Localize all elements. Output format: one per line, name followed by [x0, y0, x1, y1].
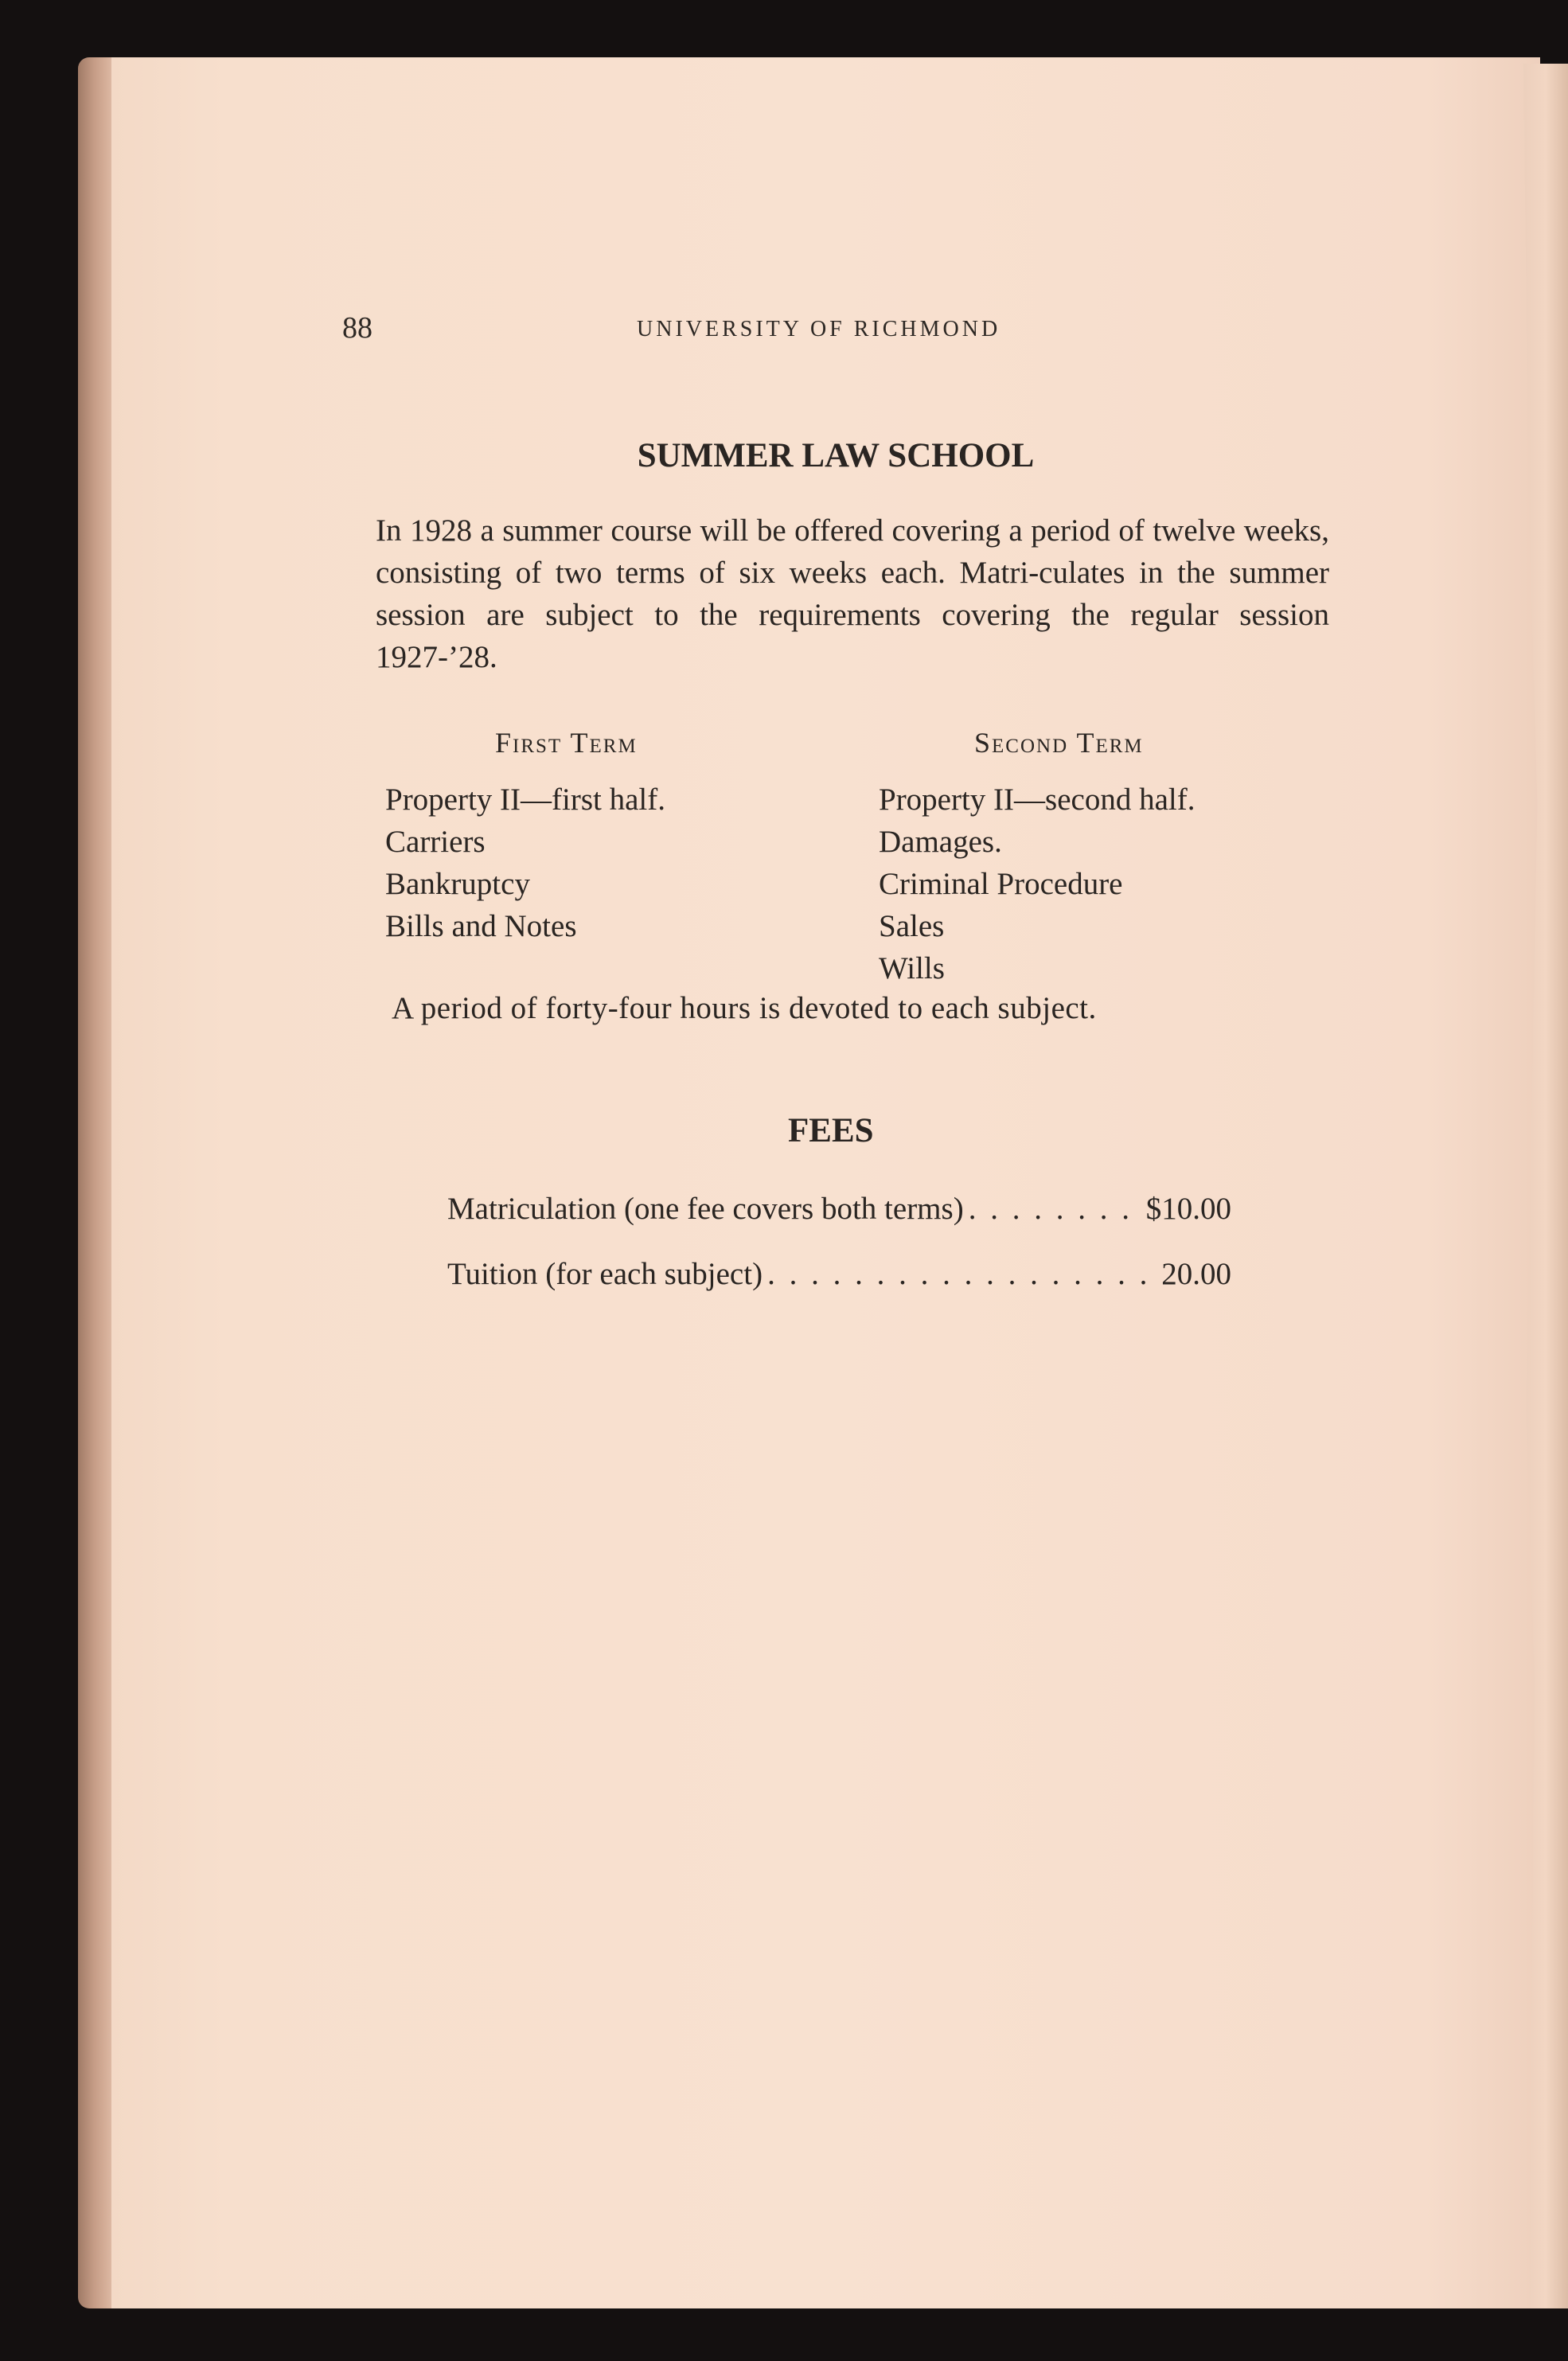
dot-leader — [969, 1191, 1141, 1227]
first-term-heading: First Term — [495, 727, 638, 759]
subject-item: Property II—second half. — [879, 782, 1196, 817]
dot-leader — [767, 1256, 1156, 1292]
section-title: SUMMER LAW SCHOOL — [637, 437, 1035, 474]
fee-amount: $10.00 — [1145, 1192, 1231, 1226]
subject-item: Criminal Procedure — [879, 867, 1123, 901]
fee-row — [447, 1191, 1231, 1227]
subject-item: Sales — [879, 909, 945, 943]
subject-item: Damages. — [879, 825, 1002, 859]
subject-item: Wills — [879, 951, 945, 985]
running-head — [0, 310, 1568, 350]
first-term-subjects — [385, 779, 665, 947]
fee-amount: 20.00 — [1161, 1257, 1231, 1291]
fee-label: Matriculation (one fee covers both terms) — [447, 1192, 964, 1226]
subject-item: Bankruptcy — [385, 867, 530, 901]
second-term-subjects — [879, 779, 1195, 989]
subject-item: Bills and Notes — [385, 909, 577, 943]
fee-row — [447, 1256, 1231, 1292]
subject-item: Property II—first half. — [385, 782, 665, 817]
fee-label: Tuition (for each subject) — [447, 1257, 763, 1291]
page-number: 88 — [342, 311, 372, 345]
book-page — [111, 57, 1540, 2308]
hours-note: A period of forty-four hours is devoted to each subject. — [392, 991, 1097, 1025]
fees-title: FEES — [788, 1112, 874, 1149]
second-term-heading: Second Term — [974, 727, 1144, 759]
running-head-title: UNIVERSITY OF RICHMOND — [637, 317, 1001, 341]
subject-item: Carriers — [385, 825, 486, 859]
intro-paragraph: In 1928 a summer course will be offered covering a period of twelve weeks, consisting of two terms of six weeks each. Matri-culates in the summer session are subject to the requirements covering the regular session 1927-’28. — [376, 513, 1329, 674]
